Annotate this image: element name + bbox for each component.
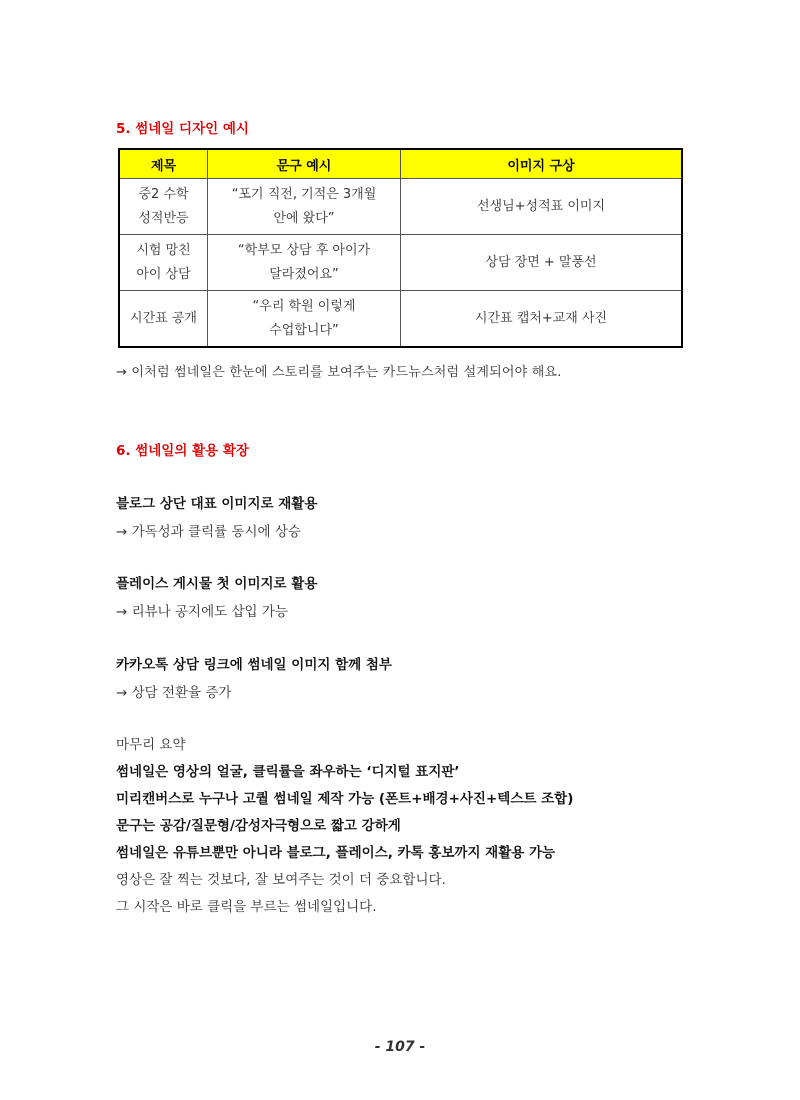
row-title-line: 성적반등: [138, 210, 189, 226]
header-phrase: 문구 예시: [208, 149, 401, 179]
summary-line: 영상은 잘 찍는 것보다, 잘 보여주는 것이 더 중요합니다.: [116, 872, 446, 888]
row-phrase-cell: [208, 235, 401, 291]
row-title-cell: [119, 235, 208, 291]
design-example-table: [118, 148, 683, 348]
row-image-cell: 상담 장면 + 말풍선: [401, 235, 683, 291]
row-phrase-line: 달라졌어요”: [269, 266, 339, 282]
usage-heading: 카카오톡 상담 링크에 썸네일 이미지 함께 첨부: [116, 657, 392, 673]
header-image: 이미지 구상: [401, 149, 683, 179]
usage-detail: → 상담 전환율 증가: [116, 685, 232, 701]
header-title: 제목: [119, 149, 208, 179]
row-phrase-line: “우리 학원 이렇게: [252, 298, 356, 314]
usage-detail: → 리뷰나 공지에도 삽입 가능: [116, 604, 288, 620]
summary-bold-line: 썸네일은 영상의 얼굴, 클릭률을 좌우하는 ‘디지털 표지판’: [116, 764, 460, 780]
table-row: [119, 179, 682, 235]
table-row: [119, 291, 682, 348]
row-title-line: 시험 망친: [136, 242, 191, 258]
row-title-cell: 시간표 공개: [119, 291, 208, 348]
row-image-cell: 선생님+성적표 이미지: [401, 179, 683, 235]
summary-bold-line: 문구는 공감/질문형/감성자극형으로 짧고 강하게: [116, 818, 401, 834]
page-number: - 107 -: [374, 1039, 426, 1055]
usage-heading: 플레이스 게시물 첫 이미지로 활용: [116, 576, 318, 592]
row-phrase-line: 안에 왔다”: [273, 210, 335, 226]
summary-bold-line: 썸네일은 유튜브뿐만 아니라 블로그, 플레이스, 카톡 홍보까지 재활용 가능: [116, 845, 556, 861]
row-phrase-cell: [208, 291, 401, 348]
row-phrase-line: “학부모 상담 후 아이가: [237, 242, 371, 258]
section-5-note: → 이처럼 썸네일은 한눈에 스토리를 보여주는 카드뉴스처럼 설계되어야 해요.: [116, 365, 562, 380]
table-row: [119, 235, 682, 291]
summary-label: 마무리 요약: [116, 737, 186, 753]
summary-line: 그 시작은 바로 클릭을 부르는 썸네일입니다.: [116, 899, 377, 915]
section-6-title: 6. 썸네일의 활용 확장: [116, 443, 249, 459]
row-phrase-line: “포기 직전, 기적은 3개월: [231, 186, 377, 202]
section-5-title: 5. 썸네일 디자인 예시: [116, 121, 249, 137]
row-title-line: 중2 수학: [138, 186, 189, 202]
row-title-cell: [119, 179, 208, 235]
row-phrase-line: 수업합니다”: [269, 322, 339, 338]
usage-detail: → 가독성과 클릭률 동시에 상승: [116, 524, 301, 540]
table-header-row: [119, 149, 682, 179]
summary-bold-line: 미리캔버스로 누구나 고퀄 썸네일 제작 가능 (폰트+배경+사진+텍스트 조합): [116, 791, 574, 807]
usage-heading: 블로그 상단 대표 이미지로 재활용: [116, 496, 318, 512]
row-title-line: 아이 상담: [136, 266, 191, 282]
row-image-cell: 시간표 캡처+교재 사진: [401, 291, 683, 348]
row-phrase-cell: [208, 179, 401, 235]
